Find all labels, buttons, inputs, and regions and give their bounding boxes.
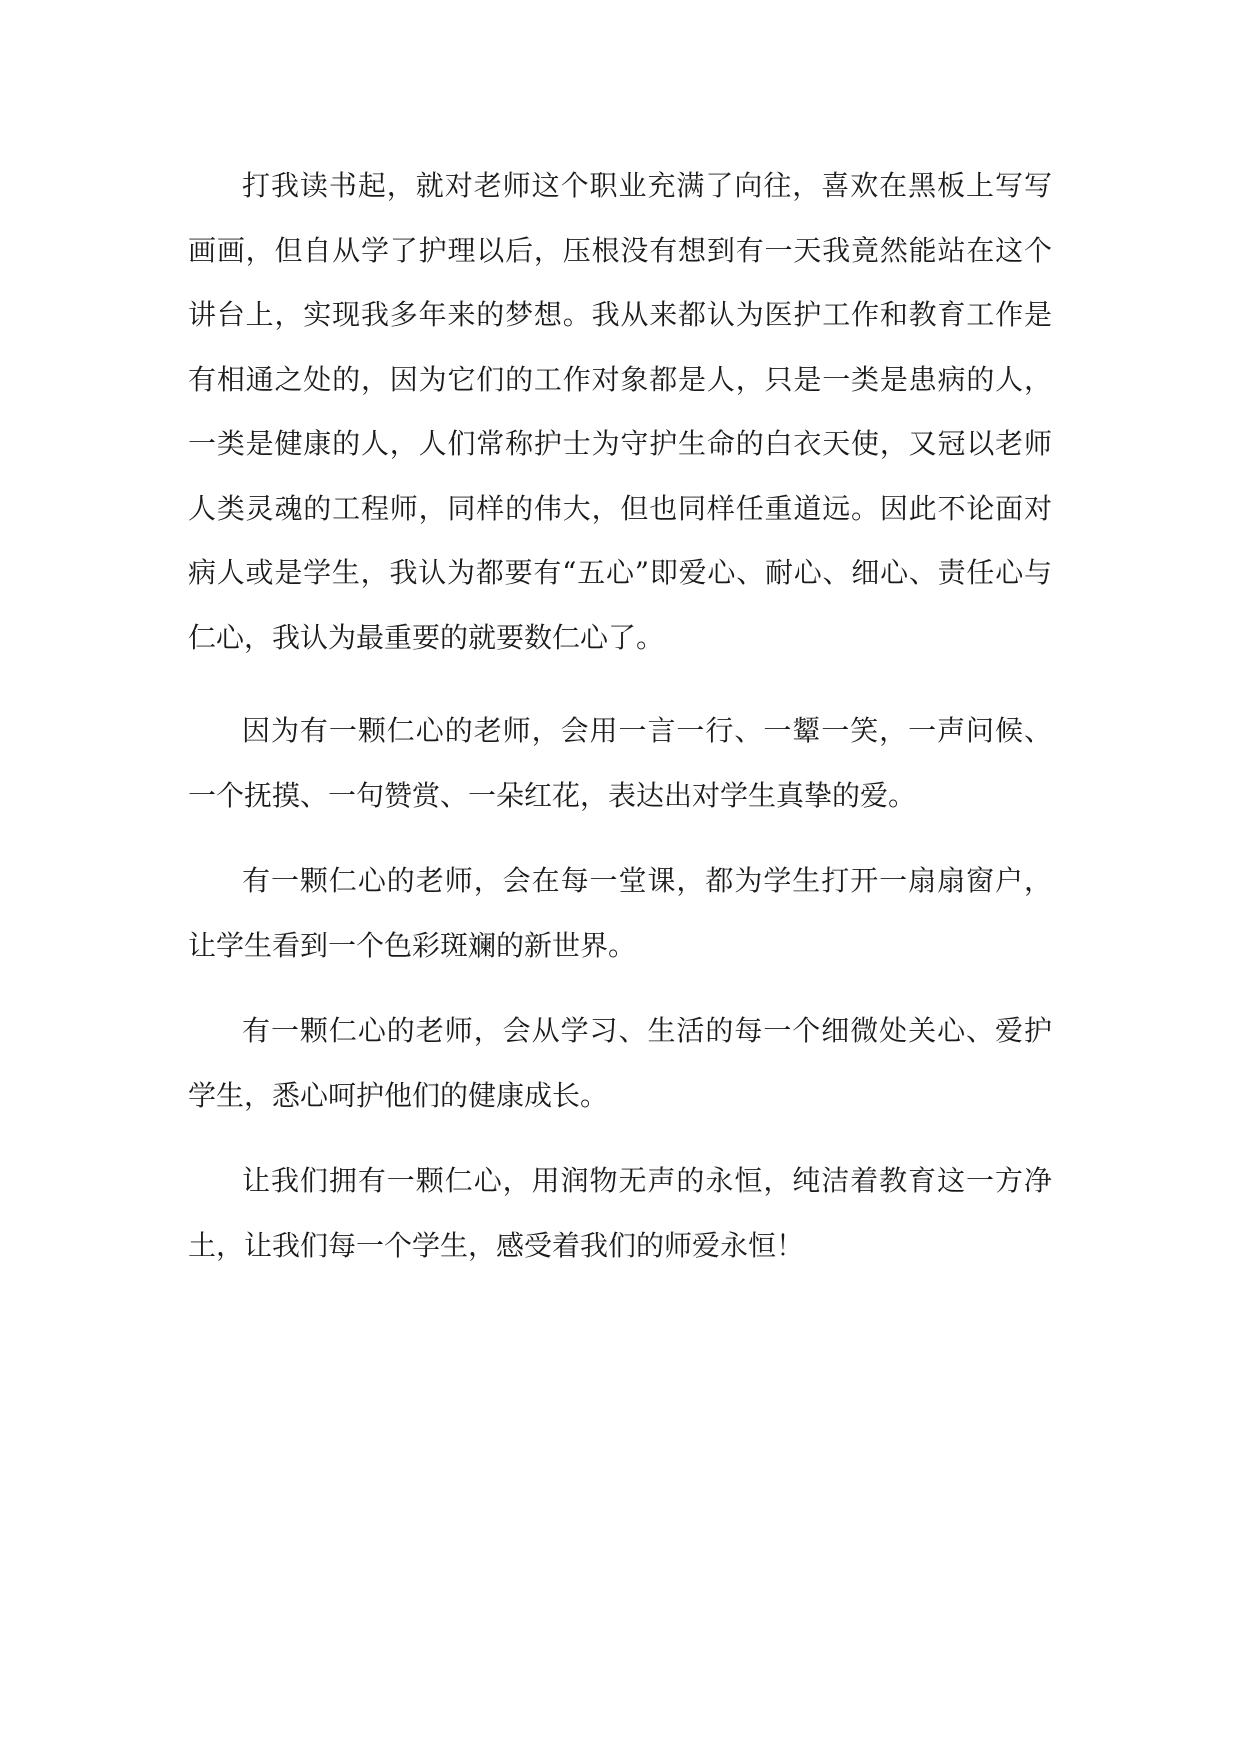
paragraph-4: 有一颗仁心的老师，会从学习、生活的每一个细微处关心、爱护学生，悉心呵护他们的健康成长。 (188, 1014, 1052, 1112)
paragraph-1: 打我读书起，就对老师这个职业充满了向往，喜欢在黑板上写写画画，但自从学了护理以后，压根没有想到有一天我竟然能站在这个讲台上，实现我多年来的梦想。我从来都认为医护工作和教育工作是有相通之处的，因为它们的工作对象都是人，只是一类是患病的人，一类是健康的人，人们常称护士为守护生命的白衣天使，又冠以老师人类灵魂的工程师，同样的伟大，但也同样任重道远。因此不论面对病人或是学生，我认为都要有“五心”即爱心、耐心、细心、责任心与仁心，我认为最重要的就要数仁心了。 (188, 169, 1052, 654)
document-body (188, 154, 1052, 1278)
paragraph-3: 有一颗仁心的老师，会在每一堂课，都为学生打开一扇扇窗户，让学生看到一个色彩斑斓的新世界。 (188, 864, 1052, 962)
paragraph-5: 让我们拥有一颗仁心，用润物无声的永恒，纯洁着教育这一方净土，让我们每一个学生，感受着我们的师爱永恒！ (188, 1164, 1052, 1262)
paragraph-2: 因为有一颗仁心的老师，会用一言一行、一颦一笑，一声问候、一个抚摸、一句赞赏、一朵红花，表达出对学生真挚的爱。 (188, 714, 1052, 812)
